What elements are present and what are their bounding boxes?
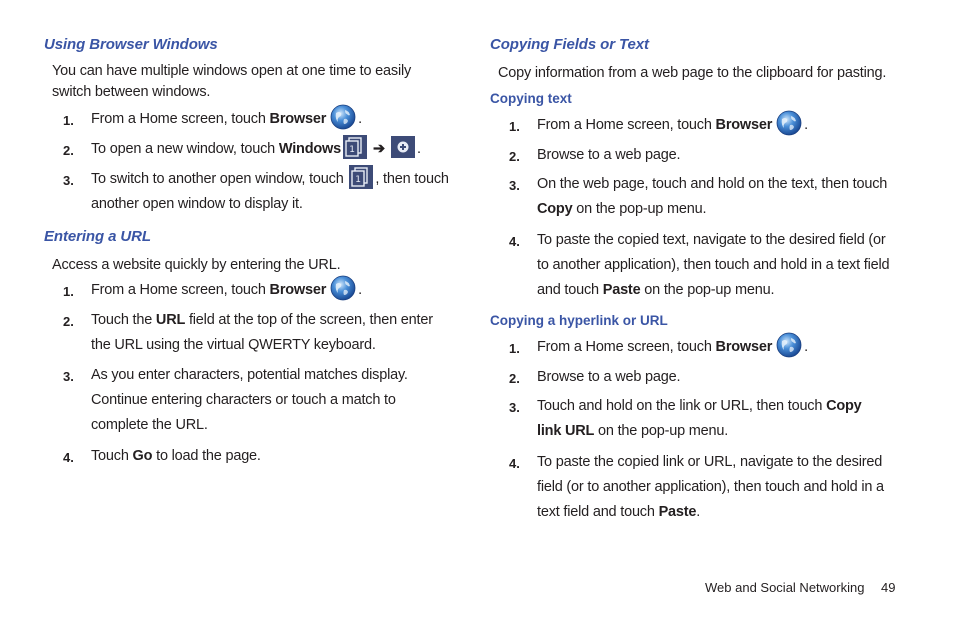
windows-intro: You can have multiple windows open at one time to easily switch between windows. bbox=[52, 63, 412, 100]
step-bold: Paste bbox=[658, 504, 697, 520]
copy-link-step-1 bbox=[537, 335, 808, 360]
step-number: 3. bbox=[509, 178, 520, 193]
browser-icon bbox=[776, 110, 802, 136]
step-text: . bbox=[358, 111, 363, 127]
copy-text-step-2: Browse to a web page. bbox=[537, 147, 681, 163]
step-text: on the pop-up menu. bbox=[640, 282, 775, 298]
step-number: 2. bbox=[63, 143, 74, 158]
step-bold: URL bbox=[155, 312, 186, 328]
step-text: . bbox=[358, 282, 363, 298]
copy-text-step-1 bbox=[537, 113, 808, 138]
step-number: 1. bbox=[509, 119, 520, 134]
step-text: To open a new window, touch bbox=[91, 141, 279, 157]
copy-link-step-4 bbox=[537, 450, 889, 525]
step-text: To paste the copied link or URL, navigate to the desired field (or to another application), then touch and hold in a text field and touch bbox=[537, 454, 884, 520]
subheading-copying-hyperlink: Copying a hyperlink or URL bbox=[490, 313, 668, 328]
step-number: 4. bbox=[63, 450, 74, 465]
step-number: 3. bbox=[63, 369, 74, 384]
step-text: To switch to another open window, touch bbox=[91, 171, 348, 187]
step-number: 1. bbox=[63, 284, 74, 299]
browser-icon bbox=[330, 275, 356, 301]
step-text: On the web page, touch and hold on the text, then touch bbox=[537, 176, 888, 192]
step-text: From a Home screen, touch bbox=[537, 117, 716, 133]
step-bold: Go bbox=[132, 448, 153, 464]
step-bold: Paste bbox=[602, 282, 641, 298]
step-bold: Browser bbox=[269, 111, 327, 127]
arrow-icon: ➔ bbox=[372, 141, 385, 157]
step-text: From a Home screen, touch bbox=[537, 339, 716, 355]
step-text: . bbox=[804, 117, 809, 133]
step-text: on the pop-up menu. bbox=[572, 201, 707, 217]
step-number: 2. bbox=[63, 314, 74, 329]
step-bold: Windows bbox=[278, 141, 341, 157]
heading-using-browser-windows: Using Browser Windows bbox=[44, 36, 218, 53]
subheading-copying-text: Copying text bbox=[490, 91, 572, 106]
url-step-1 bbox=[91, 278, 362, 303]
step-number: 3. bbox=[63, 173, 74, 188]
step-text: , then touch another open window to display it. bbox=[91, 171, 449, 212]
step-bold: Copy bbox=[537, 201, 573, 217]
step-text: Touch and hold on the link or URL, then touch bbox=[537, 398, 827, 414]
browser-icon bbox=[330, 104, 356, 130]
step-number: 4. bbox=[509, 456, 520, 471]
url-step-4 bbox=[91, 444, 261, 469]
windows-icon bbox=[343, 135, 367, 159]
step-text: From a Home screen, touch bbox=[91, 282, 270, 298]
step-text: field at the top of the screen, then enter the URL using the virtual QWERTY keyboard. bbox=[91, 312, 433, 353]
step-text: to load the page. bbox=[152, 448, 261, 464]
step-bold: Browser bbox=[715, 339, 773, 355]
copy-text-step-3 bbox=[537, 172, 897, 222]
footer-section-name: Web and Social Networking bbox=[705, 580, 865, 595]
windows-step-1 bbox=[91, 107, 362, 132]
copy-link-step-3 bbox=[537, 394, 889, 444]
windows-step-2 bbox=[91, 137, 421, 162]
url-step-2 bbox=[91, 308, 453, 358]
step-text: Touch bbox=[91, 448, 133, 464]
step-bold: Copy link URL bbox=[537, 398, 862, 439]
copy-link-step-2: Browse to a web page. bbox=[537, 369, 681, 385]
step-bold: Browser bbox=[269, 282, 327, 298]
windows-icon bbox=[349, 165, 373, 189]
step-number: 4. bbox=[509, 234, 520, 249]
step-bold: Browser bbox=[715, 117, 773, 133]
step-text: . bbox=[416, 141, 421, 157]
heading-entering-a-url: Entering a URL bbox=[44, 228, 151, 245]
copy-text-step-4 bbox=[537, 228, 899, 303]
copying-intro: Copy information from a web page to the clipboard for pasting. bbox=[498, 65, 887, 81]
step-text: From a Home screen, touch bbox=[91, 111, 270, 127]
page-number: 49 bbox=[881, 580, 896, 595]
step-number: 3. bbox=[509, 400, 520, 415]
windows-step-3 bbox=[91, 167, 451, 217]
url-step-3: As you enter characters, potential matches display. Continue entering characters or touch a match to complete the URL. bbox=[91, 367, 408, 433]
step-number: 1. bbox=[509, 341, 520, 356]
step-text: on the pop-up menu. bbox=[594, 423, 729, 439]
step-text: . bbox=[696, 504, 701, 520]
step-number: 1. bbox=[63, 113, 74, 128]
step-number: 2. bbox=[509, 371, 520, 386]
url-intro: Access a website quickly by entering the URL. bbox=[52, 257, 341, 273]
heading-copying-fields-or-text: Copying Fields or Text bbox=[490, 36, 649, 53]
step-text: Touch the bbox=[91, 312, 156, 328]
step-text: To paste the copied text, navigate to the desired field (or to another application), then touch and hold in a text field and touch bbox=[537, 232, 890, 298]
step-text: . bbox=[804, 339, 809, 355]
step-number: 2. bbox=[509, 149, 520, 164]
new-window-plus-icon bbox=[391, 136, 415, 158]
browser-icon bbox=[776, 332, 802, 358]
